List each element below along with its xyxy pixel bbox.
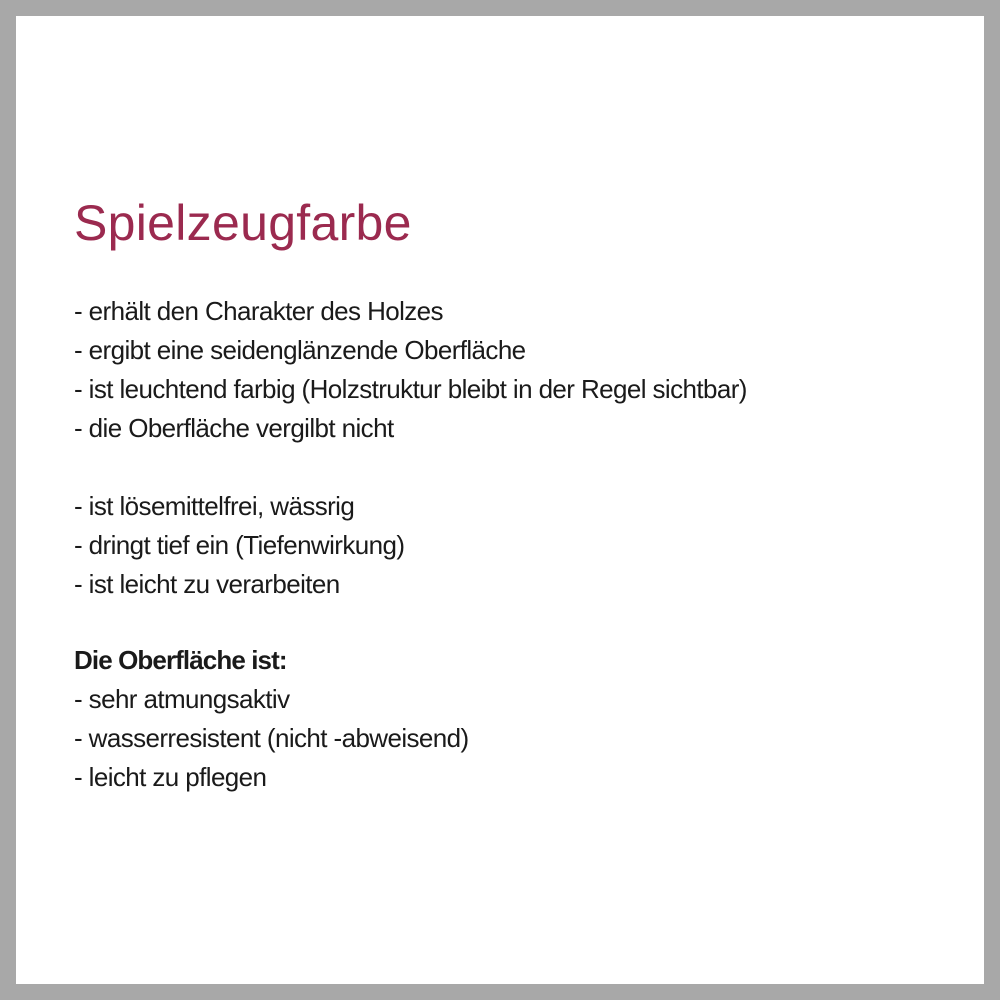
list-item: - die Oberfläche vergilbt nicht [74, 413, 394, 443]
list-item: - sehr atmungsaktiv [74, 684, 290, 714]
list-item: - wasserresistent (nicht -abweisend) [74, 723, 469, 753]
list-item: - ist leuchtend farbig (Holzstruktur bleibt in der Regel sichtbar) [74, 374, 747, 404]
surface-heading: Die Oberfläche ist: [74, 645, 287, 675]
page-title: Spielzeugfarbe [74, 195, 412, 251]
list-item: - erhält den Charakter des Holzes [74, 296, 443, 326]
list-item: - ist leicht zu verarbeiten [74, 569, 340, 599]
list-item: - ergibt eine seidenglänzende Oberfläche [74, 335, 526, 365]
list-item: - leicht zu pflegen [74, 762, 267, 792]
surface-section [74, 641, 954, 797]
features-list [74, 292, 954, 448]
list-item: - dringt tief ein (Tiefenwirkung) [74, 530, 405, 560]
properties-list [74, 487, 954, 604]
product-description [74, 186, 954, 797]
surface-list [74, 680, 954, 797]
list-item: - ist lösemittelfrei, wässrig [74, 491, 355, 521]
product-info-panel [16, 16, 984, 984]
